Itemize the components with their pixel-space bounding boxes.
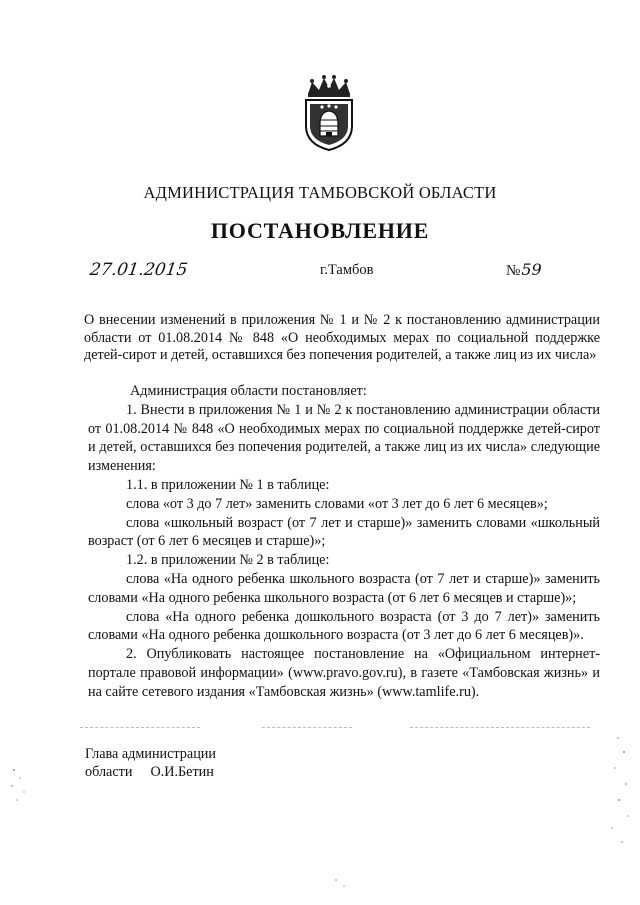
body-paragraph-1-1: 1.1. в приложении № 1 в таблице: (126, 476, 330, 493)
document-date: 27.01.2015 (88, 260, 189, 280)
document-city: г.Тамбов (320, 262, 374, 278)
body-paragraph-1-2-b: слова «На одного ребенка дошкольного возраста (от 3 до 7 лет)» заменить словами «На одного ребенка дошкольного возраста (от 3 лет до 6 лет 6 месяцев)». (88, 608, 600, 644)
number-value: 59 (521, 260, 542, 279)
body-intro: Администрация области постановляет: (130, 383, 367, 399)
body-paragraph-1-1-b: слова «школьный возраст (от 7 лет и старше)» заменить словами «школьный возраст (от 6 лет 6 месяцев и старше)»; (88, 514, 600, 550)
document-subject: О внесении изменений в приложения № 1 и № 2 к постановлению администрации области от 01.08.2014 № 848 «О необходимых мерах по социальной поддержке детей-сирот и детей, оставшихся без попечения родителей, а также лиц из их числа» (84, 312, 600, 364)
body-paragraph-1-1-a: слова «от 3 до 7 лет» заменить словами «от 3 лет до 6 лет 6 месяцев»; (126, 495, 548, 512)
agency-name: АДМИНИСТРАЦИЯ ТАМБОВСКОЙ ОБЛАСТИ (143, 183, 497, 202)
body-paragraph-1-2: 1.2. в приложении № 2 в таблице: (126, 552, 330, 569)
body-paragraph-2: 2. Опубликовать настоящее постановление на «Официальном интернет-портале правовой информации» (www.pravo.gov.ru), в газете «Тамбовская жизнь» и на сайте сетевого издания «Тамбовская жизнь» (www.tamlife.ru). (88, 646, 600, 700)
signature-title-region: области (85, 764, 133, 780)
number-prefix: № (506, 263, 521, 279)
signatory-name: О.И.Бетин (150, 764, 214, 780)
document-title: ПОСТАНОВЛЕНИЕ (210, 218, 430, 243)
body-paragraph-1: 1. Внести в приложения № 1 и № 2 к постановлению администрации области от 01.08.2014 № 848 «О необходимых мерах по социальной поддержке детей-сирот и детей, оставшихся без попечения родителей, а также лиц из их числа» следующие изменения: (88, 401, 600, 475)
body-paragraph-1-2-a: слова «На одного ребенка школьного возраста (от 7 лет и старше)» заменить словами «На одного ребенка школьного возраста (от 6 лет 6 месяцев и старше)»; (88, 570, 600, 606)
signature-title: Глава администрации (85, 746, 216, 762)
